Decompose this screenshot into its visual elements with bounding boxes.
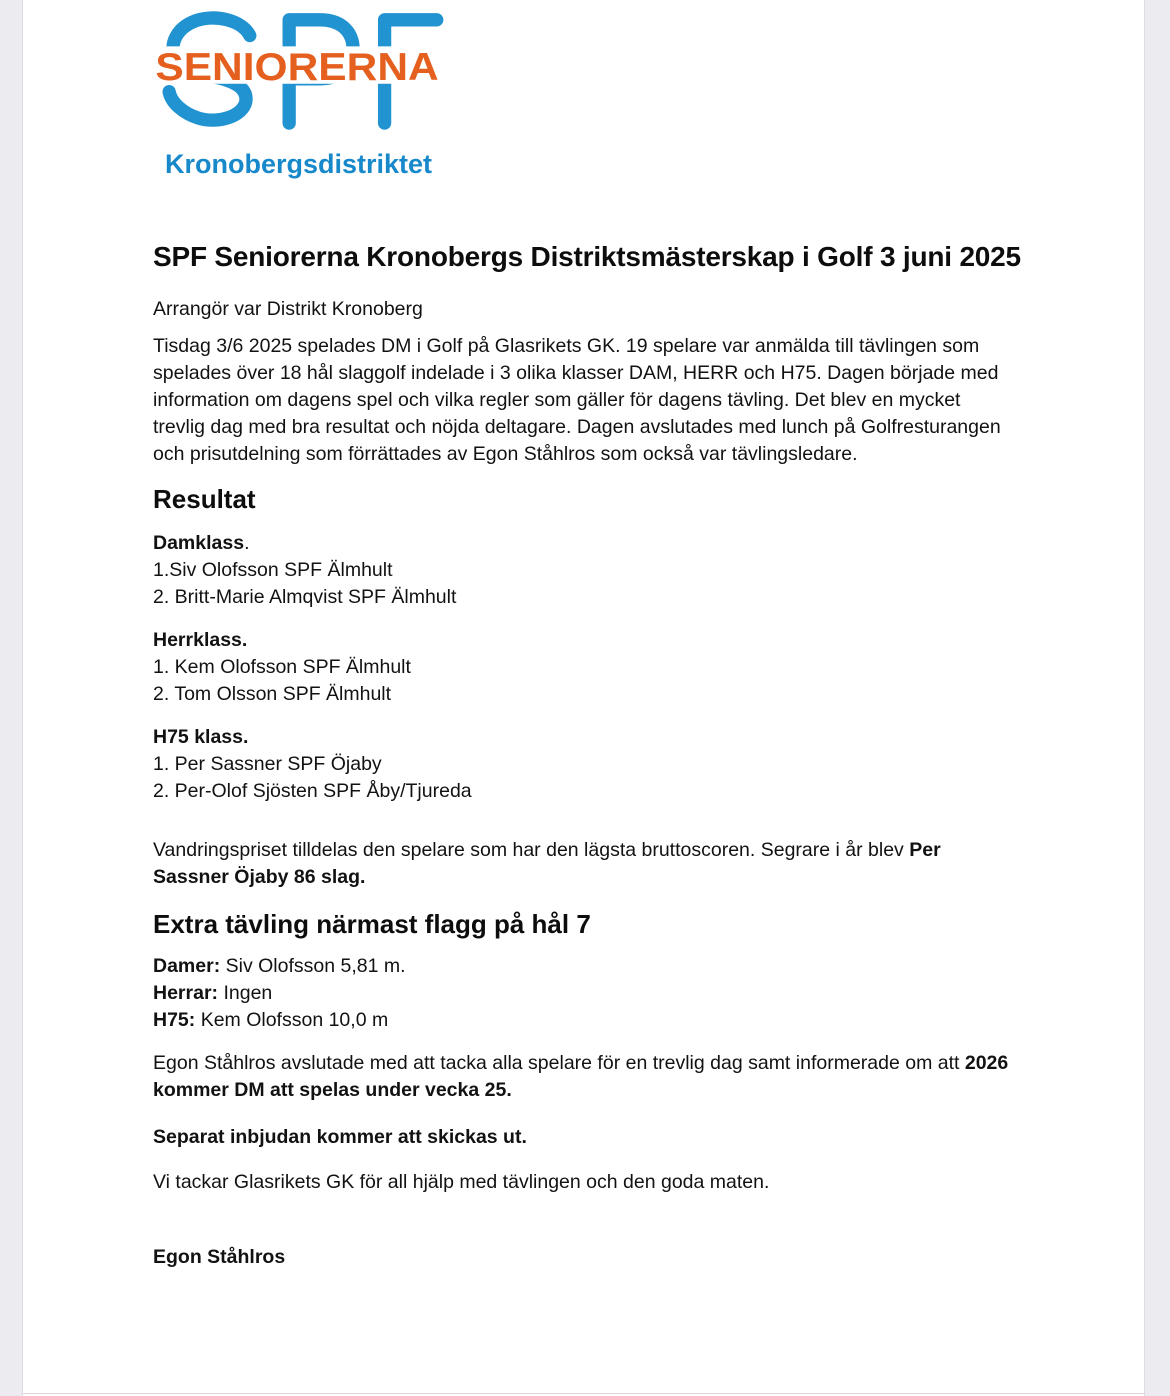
bottom-divider bbox=[23, 1393, 1144, 1394]
extra-line-herrar bbox=[153, 980, 1016, 1007]
document-content bbox=[23, 8, 1144, 1271]
page-title: SPF Seniorerna Kronobergs Distriktsmästerskap i Golf 3 juni 2025 bbox=[153, 241, 1021, 272]
result-class-h75 bbox=[153, 724, 1016, 805]
result-entry: 2. Per-Olof Sjösten SPF Åby/Tjureda bbox=[153, 780, 472, 802]
extra-value: Kem Olofsson 10,0 m bbox=[195, 1009, 389, 1031]
class-name bbox=[153, 627, 1016, 654]
class-name-bold: H75 klass. bbox=[153, 726, 249, 748]
result-entry: 1. Kem Olofsson SPF Älmhult bbox=[153, 656, 411, 678]
extra-value: Siv Olofsson 5,81 m. bbox=[220, 955, 406, 977]
extra-line-damer bbox=[153, 953, 1016, 980]
logo-wordmark: SENIORERNA bbox=[155, 44, 439, 89]
document-page bbox=[22, 0, 1145, 1396]
class-name-bold: Damklass bbox=[153, 532, 245, 554]
trophy-text: Vandringspriset tilldelas den spelare som har den lägsta bruttoscoren. Segrare i år blev bbox=[153, 839, 910, 861]
logo-district-text: Kronobergsdistriktet bbox=[165, 149, 433, 179]
trophy-winner: Per Sassner Öjaby 86 slag. bbox=[153, 839, 941, 888]
result-entry: 1. Per Sassner SPF Öjaby bbox=[153, 753, 382, 775]
extra-value: Ingen bbox=[218, 982, 273, 1004]
extra-label: Damer: bbox=[153, 955, 221, 977]
result-class-herr bbox=[153, 627, 1016, 708]
closing-paragraph bbox=[153, 1050, 1016, 1104]
extra-heading: Extra tävling närmast flagg på hål 7 bbox=[153, 909, 591, 939]
result-entry: 2. Britt-Marie Almqvist SPF Älmhult bbox=[153, 586, 457, 608]
separate-invite-note: Separat inbjudan kommer att skickas ut. bbox=[153, 1126, 527, 1148]
signature: Egon Ståhlros bbox=[153, 1246, 286, 1268]
result-class-dam bbox=[153, 530, 1016, 611]
class-name-suffix: . bbox=[244, 532, 250, 554]
spf-seniorerna-logo bbox=[153, 8, 1016, 180]
class-name bbox=[153, 724, 1016, 751]
intro-paragraph: Tisdag 3/6 2025 spelades DM i Golf på Glasrikets GK. 19 spelare var anmälda till tävlingen som spelades över 18 hål slaggolf indelade i 3 olika klasser DAM, HERR och H75. Dagen började med information om dagens spel och vilka regler som gäller för dagens tävling. Det blev en mycket trevlig dag med bra resultat och nöjda deltagare. Dagen avslutades med lunch på Golfresturangen och prisutdelning som förrättades av Egon Ståhlros som också var tävlingsledare. bbox=[153, 335, 1001, 465]
closing-text: Egon Ståhlros avslutade med att tacka alla spelare för en trevlig dag samt informerade om att bbox=[153, 1052, 965, 1074]
class-name bbox=[153, 530, 1016, 557]
result-entry: 1.Siv Olofsson SPF Älmhult bbox=[153, 559, 393, 581]
thanks-paragraph: Vi tackar Glasrikets GK för all hjälp med tävlingen och den goda maten. bbox=[153, 1171, 770, 1193]
closing-announcement: 2026 kommer DM att spelas under vecka 25. bbox=[153, 1052, 1009, 1101]
extra-results bbox=[153, 953, 1016, 1034]
trophy-paragraph bbox=[153, 837, 1016, 891]
byline: Arrangör var Distrikt Kronoberg bbox=[153, 298, 423, 320]
results-heading: Resultat bbox=[153, 484, 256, 514]
extra-line-h75 bbox=[153, 1007, 1016, 1034]
spf-monogram-icon bbox=[153, 8, 445, 130]
class-name-bold: Herrklass. bbox=[153, 629, 248, 651]
extra-label: H75: bbox=[153, 1009, 196, 1031]
result-entry: 2. Tom Olsson SPF Älmhult bbox=[153, 683, 392, 705]
extra-label: Herrar: bbox=[153, 982, 219, 1004]
